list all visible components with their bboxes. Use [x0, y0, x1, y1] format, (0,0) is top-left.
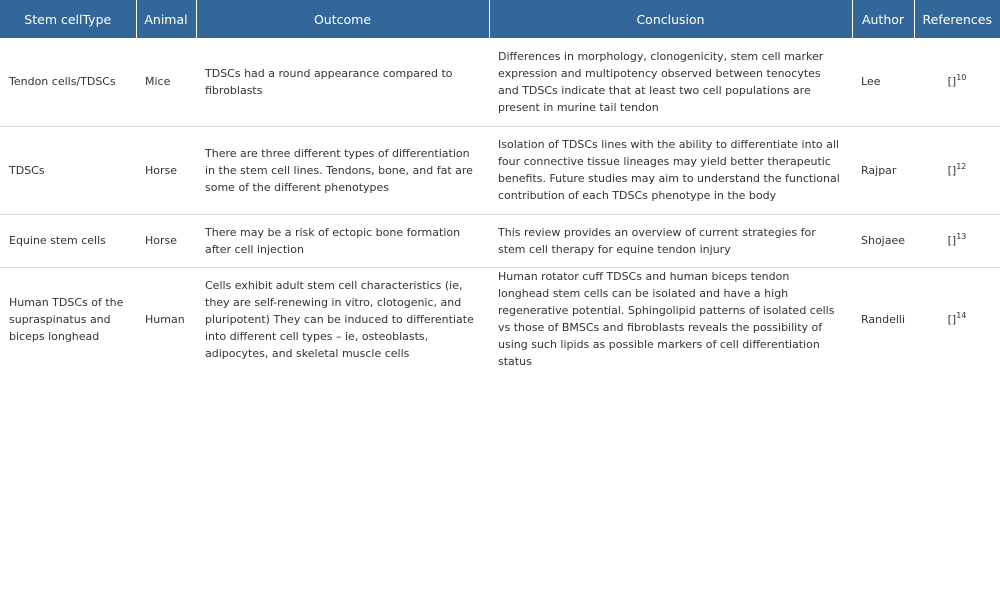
cell-stem-cell-type: Tendon cells/TDSCs [0, 38, 136, 126]
cell-author: Rajpar [852, 126, 914, 214]
header-outcome: Outcome [196, 0, 489, 38]
cell-outcome: Cells exhibit adult stem cell characteristics (ie, they are self-renewing in vitro, clotogenic, and pluripotent) They can be induced to differentiate into different cell types – ie, osteoblasts, adipocytes, and skeletal muscle cells [205, 278, 474, 360]
table-header [0, 0, 1000, 38]
cell-author: Randelli [861, 312, 906, 326]
cell-animal: Human [145, 312, 185, 326]
header-references: References [914, 0, 1000, 38]
cell-conclusion: Differences in morphology, clonogenicity, stem cell marker expression and multipotency observed between tenocytes and TDSCs indicate that at least two cell populations are present in murine tail tendon [489, 38, 852, 126]
cell-conclusion: Human rotator cuff TDSCs and human biceps tendon longhead stem cells can be isolated and have a high regenerative potential. Sphingolipid patterns of isolated cells vs those of BMSCs and fibroblasts reveals the possibility of using such lipids as possible markers of cell differentiation status [498, 270, 835, 369]
reference-number: 10 [956, 73, 967, 83]
cell-outcome: There may be a risk of ectopic bone formation after cell injection [196, 214, 489, 267]
reference-bracket: [] [947, 75, 957, 89]
table-row [0, 267, 1000, 371]
reference-bracket: [] [947, 234, 957, 247]
header-stem-cell-type: Stem cellType [0, 0, 136, 38]
cell-stem-cell-type: TDSCs [0, 126, 136, 214]
cell-reference [914, 214, 1000, 267]
cell-stem-cell-type: Human TDSCs of the supraspinatus and biceps longhead [9, 295, 124, 343]
table-row [0, 126, 1000, 214]
cell-author: Lee [852, 38, 914, 126]
table-row [0, 38, 1000, 126]
cell-animal: Horse [136, 214, 196, 267]
reference-number: 14 [956, 310, 967, 320]
cell-stem-cell-type: Equine stem cells [0, 214, 136, 267]
cell-reference [914, 267, 1000, 371]
cell-conclusion: This review provides an overview of current strategies for stem cell therapy for equine tendon injury [489, 214, 852, 267]
table-row [0, 214, 1000, 267]
cell-conclusion: Isolation of TDSCs lines with the ability to differentiate into all four connective tissue lineages may yield better therapeutic benefits. Future studies may aim to understand the functional contribution of each TDSCs phenotype in the body [489, 126, 852, 214]
cell-reference [914, 126, 1000, 214]
cell-author: Shojaee [852, 214, 914, 267]
reference-bracket: [] [947, 163, 957, 177]
cell-reference [914, 38, 1000, 126]
cell-animal: Mice [136, 38, 196, 126]
cell-animal: Horse [136, 126, 196, 214]
header-conclusion: Conclusion [489, 0, 852, 38]
reference-bracket: [] [947, 312, 957, 326]
cell-outcome: TDSCs had a round appearance compared to fibroblasts [196, 38, 489, 126]
header-animal: Animal [136, 0, 196, 38]
cell-outcome: There are three different types of differentiation in the stem cell lines. Tendons, bone, and fat are some of the different phenotypes [196, 126, 489, 214]
reference-number: 12 [956, 161, 967, 171]
reference-number: 13 [956, 232, 967, 241]
header-author: Author [852, 0, 914, 38]
